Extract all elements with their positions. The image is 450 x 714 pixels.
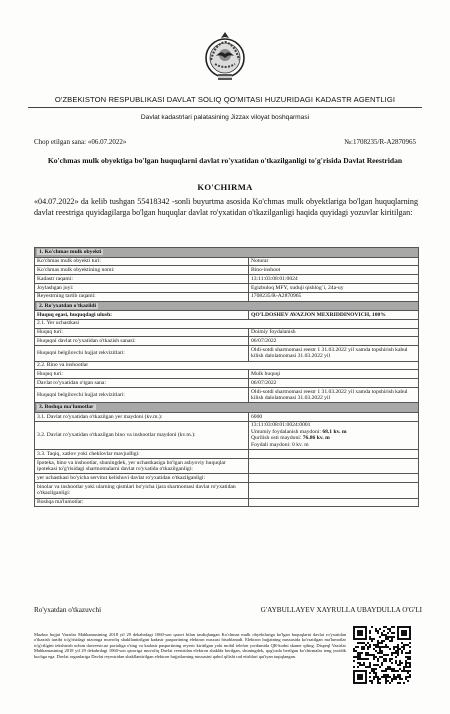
table-row xyxy=(35,459,419,474)
row-label: 3.1. Davlat ro'yxatidan o'tkazilgan yer maydoni (kv.m.): xyxy=(35,412,249,421)
row-value: Mulk huquqi xyxy=(249,370,419,379)
table-row xyxy=(35,292,419,301)
row-value: 06/07/2022 xyxy=(249,379,419,388)
row-value: 06/07/2022 xyxy=(249,337,419,346)
useful-area-line: Foydali maydoni: 0 kv. m xyxy=(251,442,309,449)
row-label: Reyestrning tartib raqami: xyxy=(35,292,249,301)
table-row xyxy=(35,283,419,292)
row-value: Oldi-sotdi shartnomasi reestr 1 31.03.2022 yil xamda topshirish kabul kilish dalolatnomasi 31.03.2022 yil xyxy=(249,387,419,402)
row-label: Huquq turi: xyxy=(35,370,249,379)
document-number: №:1708235/R-A2870965 xyxy=(344,138,416,146)
row-label: 3.2. Davlat ro'yxatidan o'tkazilgan bino va inshootlar maydoni (kv.m.): xyxy=(35,421,249,450)
table-row xyxy=(35,498,419,507)
row-value: Egizbuloq MFY, xuduji qishlog`i, 24a-uy xyxy=(249,283,419,292)
table-row xyxy=(35,275,419,284)
intro-paragraph: «04.07.2022» da kelib tushgan 55418342 -sonli buyurtma asosida Ko'chmas mulk obyektlariga bo'lgan huquqlarning davlat reestriga quyidagilarga bo'lgan huquqlar davlat ro'yxatidan o'tkazilganligi haqida quyidagi yozuvlar kiritilgan: xyxy=(34,197,418,217)
section-title: 1. Ko'chmas mulk obyekti xyxy=(39,249,102,255)
row-value: Noturar xyxy=(249,257,419,266)
section-header xyxy=(35,301,419,311)
document-subtitle: KO'CHIRMA xyxy=(197,182,253,192)
row-value: Doimiy foydalanish xyxy=(249,328,419,337)
table-row xyxy=(35,328,419,337)
building-area-details xyxy=(249,421,419,450)
table-row xyxy=(35,337,419,346)
row-label: Huquq egasi, huquqdagi ulush: xyxy=(35,311,249,320)
section-header xyxy=(35,248,419,258)
footprint-area-value: 76.86 kv. m xyxy=(302,435,330,442)
footprint-area-label: Qurilish osti maydoni: xyxy=(251,435,303,442)
registry-table xyxy=(34,247,419,507)
subsection-row xyxy=(35,319,419,328)
row-label: Huquqni belgilovchi hujjat rekvizitlari: xyxy=(35,346,249,361)
row-label: Kadastr raqami: xyxy=(35,275,249,284)
row-label: Ko'chmas mulk obyektining nomi: xyxy=(35,266,249,275)
row-value xyxy=(249,483,419,498)
table-row xyxy=(35,266,419,275)
building-cadastre: 13:11:03:08:01:0024:0001 xyxy=(251,422,311,429)
row-label: Ipoteka, bino va inshootlar, shuningdek, yer uchastkasiga bo'lgan ashyoviy huquqlar ipotekasi to'g'risidagi shartnomalarni davlat ro'yxatida o'tkazilganligi: xyxy=(35,459,249,474)
subsection-row xyxy=(35,361,419,370)
row-value: 6000 xyxy=(249,412,419,421)
section-title: 2. Ro'yxatdan o'tkazildi xyxy=(39,302,97,309)
table-row xyxy=(35,257,419,266)
subsection-title: 2.2. Bino va inshootlar xyxy=(35,361,419,370)
common-area-label: Umumiy foydalanish maydoni: xyxy=(251,428,323,435)
row-label: binolar va inshootlar yoki ularning qismlari bo'yicha ijara shartnomasi davlat ro'yxatidan o'tkazilganligi: xyxy=(35,483,249,498)
section-header xyxy=(35,403,419,413)
common-area-line xyxy=(251,429,416,436)
document-title: Ko'chmas mulk obyektiga bo'lgan huquqlarni davlat ro'yxatidan o'tkazilganligi to'g'risida Davlat Reestridan xyxy=(47,156,403,165)
row-value: Oldi-sotdi shartnomasi reestr 1 31.03.2022 yil xamda topshirish kabul kilish dalolatnomasi 31.03.2022 yil xyxy=(249,346,419,361)
row-label: Ko'chmas mulk obyekti turi: xyxy=(35,257,249,266)
row-value: Bino-inshoot xyxy=(249,266,419,275)
table-row xyxy=(35,346,419,361)
table-row xyxy=(35,421,419,450)
row-value xyxy=(249,474,419,483)
table-row xyxy=(35,370,419,379)
row-label: Huquqni davlat ro'yxatidan o'tkazish sanasi: xyxy=(35,337,249,346)
row-label: 3.3. Taqiq, xatlov yoki cheklovlar mavjudligi: xyxy=(35,450,249,459)
row-label: Boshqa ma'lumotlar: xyxy=(35,498,249,507)
row-value: QO'LDOSHEV AVAZJON MEXRIDDINOVICH, 100% xyxy=(249,311,419,320)
row-label: Huquq turi: xyxy=(35,328,249,337)
row-value: 13:11:03:08:01:0024 xyxy=(249,275,419,284)
table-row xyxy=(35,483,419,498)
row-label: Joylashgan joyi: xyxy=(35,283,249,292)
print-date: Chop etilgan sana: «06.07.2022» xyxy=(34,138,127,146)
table-row xyxy=(35,379,419,388)
department-name: Davlat kadastrlari palatasining Jizzax viloyat boshqarmasi xyxy=(140,114,310,121)
state-emblem-icon xyxy=(201,30,249,86)
agency-name: O'ZBEKISTON RESPUBLIKASI DAVLAT SOLIQ QO'MITASI HUZURIDAGI KADASTR AGENTLIGI xyxy=(54,95,396,104)
table-row xyxy=(35,474,419,483)
qr-code-icon[interactable] xyxy=(353,626,411,684)
subsection-title: 2.1. Yer uchastkasi xyxy=(35,319,419,328)
common-area-value: 68.1 kv. m xyxy=(322,428,347,435)
legal-footnote: Mazkur hujjat Vazirlar Mahkamasining 2018 yil 29 dekabrdagi 1060-son qarori bilan tasdiqlangan Ko'chmas mulk obyektlariga bo'lgan huquqlarni davlat ro'yxatidan o'tkazish tartibi to'g'risidagi nizomga muvofiq shakllantirilgan kadastr pasportining elektron nusxasi hisoblanadi. Elektron hujjatning nusxasida ko'rsatilgan ma'lumotlar to'g'riligini tekshirish uchun davreestr.uz portaliga o'ting va kadastr pasportining reyestr kiritilgan yoki mobil telefon yordamida QR-kodni skaner qiling. Dispeql Vazirlar Mahkamasining 2018 yil 29 dekabrdagi 1060-son qaroriga muvofiq Davlat reestridan elektron shaklda berilgan, shuningdek, qog'ozda berilgan ko'chirmalar teng yuridik kuchga ega. Davlat organlariga Davlat reyestridan shakllantirilgan elektron hujjatlarning nusxasini qabul qilishi rad etishlari qat'iyan taqiqlangan. xyxy=(34,632,346,659)
row-label: Davlat ro'yxatidan o'tgan sana: xyxy=(35,379,249,388)
row-label: Huquqni belgilovchi hujjat rekvizitlari: xyxy=(35,387,249,402)
section-title: 3. Boshqa ma'lumotlar xyxy=(39,404,94,411)
row-value xyxy=(249,450,419,459)
table-row xyxy=(35,450,419,459)
row-value xyxy=(249,498,419,507)
table-row xyxy=(35,387,419,402)
header-divider xyxy=(28,107,422,108)
row-value: 1708235/R-A2870965 xyxy=(249,292,419,301)
registrar-label: Ro'yxatdan o'tkazuvchi xyxy=(34,606,102,614)
row-value xyxy=(249,459,419,474)
table-row xyxy=(35,412,419,421)
row-label: yer uchastkasi bo'yicha servitut kelishuvi davlat ro'yxatidan o'tkazilganligi: xyxy=(35,474,249,483)
table-row xyxy=(35,311,419,320)
footprint-area-line xyxy=(251,435,416,442)
signer-name: G'AYBULLAYEV XAYRULLA UBAYDULLA O'G'LI xyxy=(260,606,422,614)
